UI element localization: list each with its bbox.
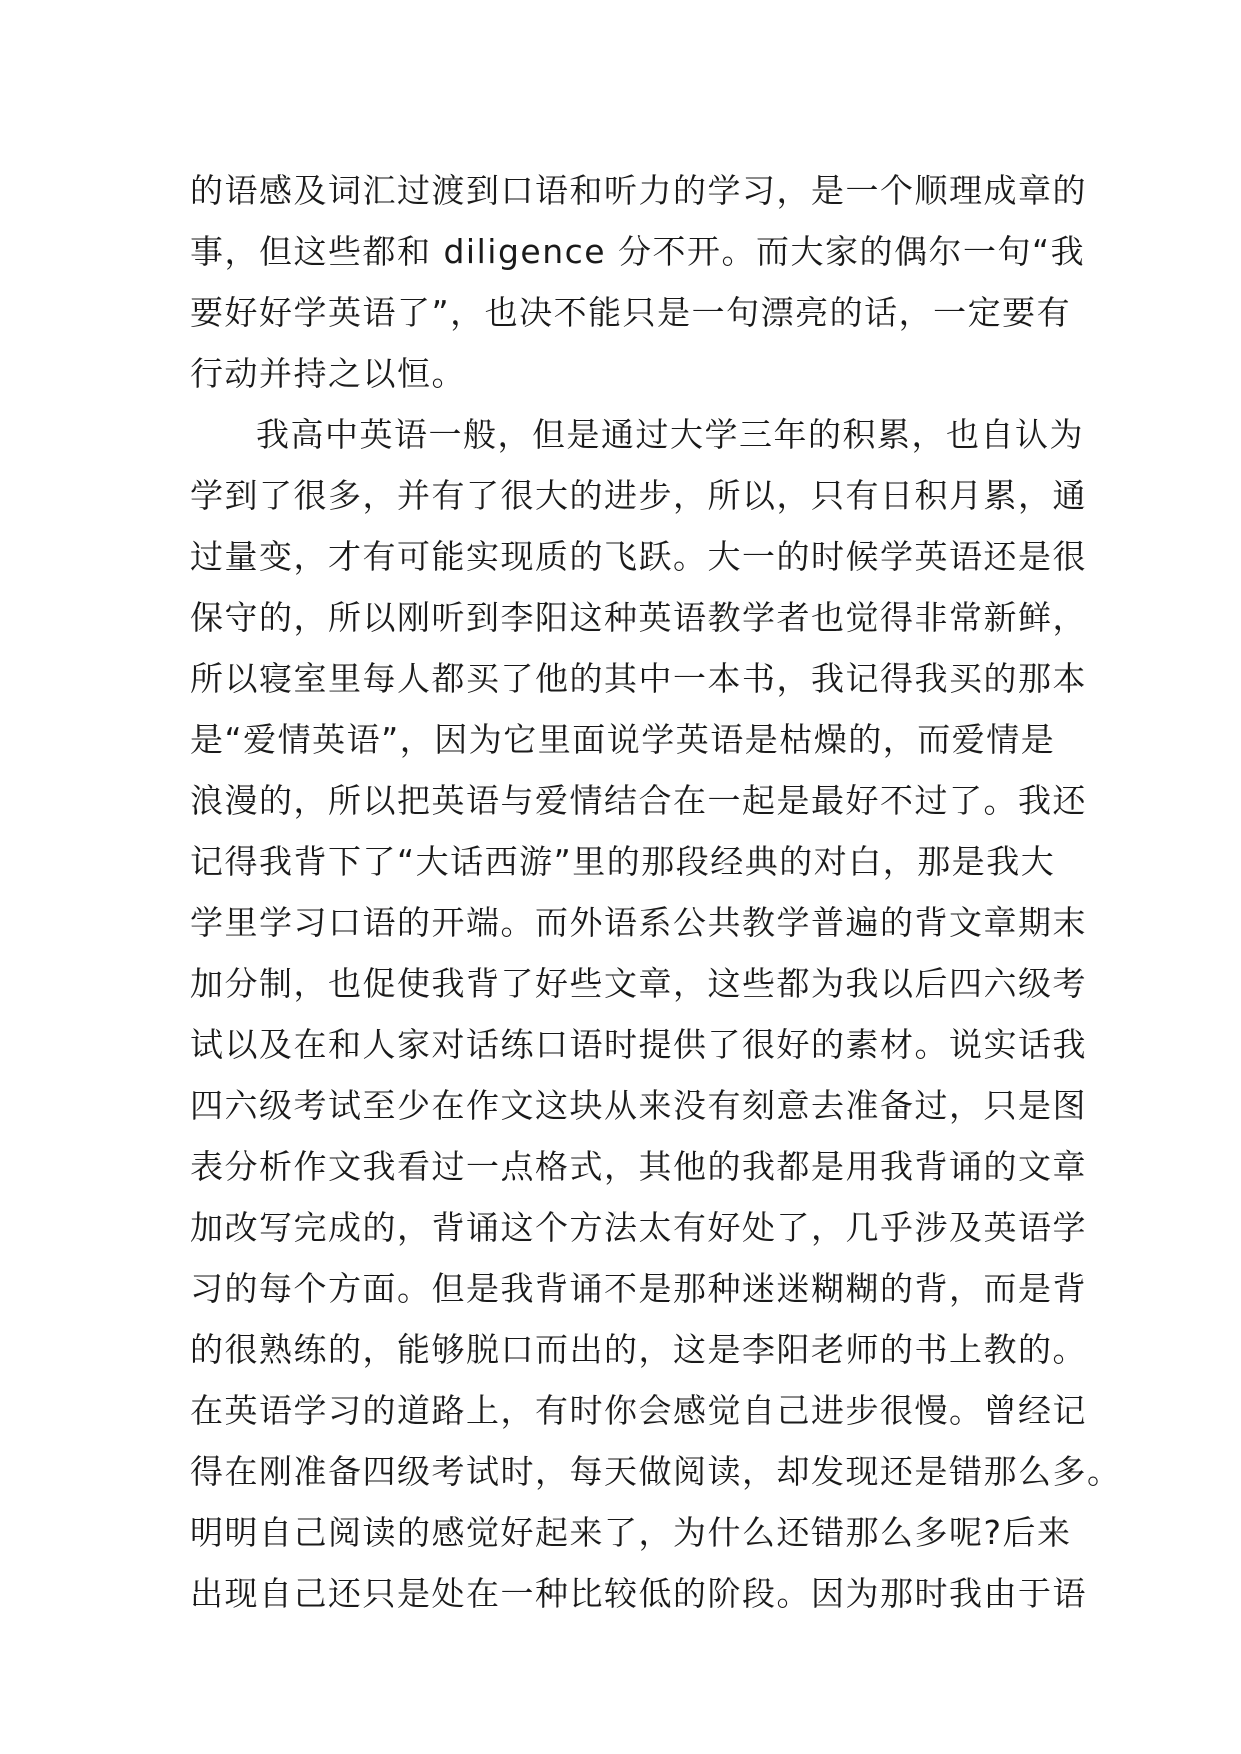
text-line: 四六级考试至少在作文这块从来没有刻意去准备过，只是图 (190, 1086, 1087, 1125)
text-line: 行动并持之以恒。 (190, 354, 466, 393)
text-line: 的很熟练的，能够脱口而出的，这是李阳老师的书上教的。 (190, 1330, 1087, 1369)
text-line: 记得我背下了“大话西游”里的那段经典的对白，那是我大 (190, 842, 1056, 881)
paragraph-1 (190, 160, 1087, 404)
text-line: 我高中英语一般，但是通过大学三年的积累，也自认为 (256, 415, 1084, 454)
text-line: 出现自己还只是处在一种比较低的阶段。因为那时我由于语 (190, 1574, 1087, 1613)
text-line: 事，但这些都和 diligence 分不开。而大家的偶尔一句“我 (190, 232, 1086, 271)
text-line: 的语感及词汇过渡到口语和听力的学习，是一个顺理成章的 (190, 171, 1087, 210)
text-line: 明明自己阅读的感觉好起来了，为什么还错那么多呢?后来 (190, 1513, 1072, 1552)
text-line: 学里学习口语的开端。而外语系公共教学普遍的背文章期末 (190, 903, 1087, 942)
text-line: 是“爱情英语”，因为它里面说学英语是枯燥的，而爱情是 (190, 720, 1056, 759)
text-line: 表分析作文我看过一点格式，其他的我都是用我背诵的文章 (190, 1147, 1087, 1186)
text-line: 要好好学英语了”，也决不能只是一句漂亮的话，一定要有 (190, 293, 1072, 332)
text-line: 学到了很多，并有了很大的进步，所以，只有日积月累，通 (190, 476, 1087, 515)
text-line: 过量变，才有可能实现质的飞跃。大一的时候学英语还是很 (190, 537, 1087, 576)
text-line: 所以寝室里每人都买了他的其中一本书，我记得我买的那本 (190, 659, 1087, 698)
text-line: 在英语学习的道路上，有时你会感觉自己进步很慢。曾经记 (190, 1391, 1087, 1430)
document-page (190, 160, 1122, 1624)
text-line: 浪漫的，所以把英语与爱情结合在一起是最好不过了。我还 (190, 781, 1087, 820)
paragraph-2 (190, 404, 1122, 1624)
text-line: 保守的，所以刚听到李阳这种英语教学者也觉得非常新鲜， (190, 598, 1087, 637)
text-line: 得在刚准备四级考试时，每天做阅读，却发现还是错那么多。 (190, 1452, 1122, 1491)
text-line: 习的每个方面。但是我背诵不是那种迷迷糊糊的背，而是背 (190, 1269, 1087, 1308)
text-line: 加改写完成的，背诵这个方法太有好处了，几乎涉及英语学 (190, 1208, 1087, 1247)
text-line: 加分制，也促使我背了好些文章，这些都为我以后四六级考 (190, 964, 1087, 1003)
text-line: 试以及在和人家对话练口语时提供了很好的素材。说实话我 (190, 1025, 1087, 1064)
